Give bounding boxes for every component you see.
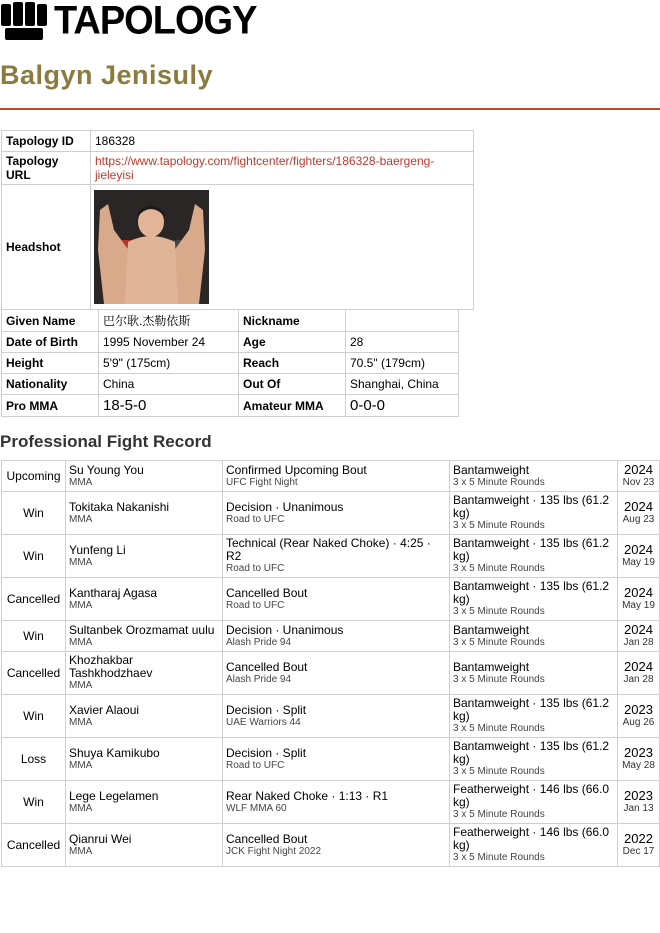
fight-year: 2024: [624, 499, 653, 514]
fight-year: 2023: [624, 702, 653, 717]
fight-row[interactable]: [2, 781, 660, 824]
table-row: [2, 310, 459, 332]
fight-result: Win: [2, 492, 66, 535]
fight-year: 2022: [624, 831, 653, 846]
fight-sport: MMA: [69, 716, 93, 728]
fight-rounds: 3 x 5 Minute Rounds: [453, 606, 545, 617]
out-of-value: Shanghai, China: [346, 374, 459, 395]
fight-year: 2023: [624, 745, 653, 760]
fight-opponent[interactable]: Shuya Kamikubo: [69, 745, 160, 760]
dob-label: Date of Birth: [2, 332, 99, 353]
fight-monthday: Nov 23: [622, 477, 655, 488]
table-row: [2, 185, 474, 310]
fight-result: Win: [2, 781, 66, 824]
fight-opponent[interactable]: Yunfeng Li: [69, 542, 126, 557]
fight-result: Cancelled: [2, 578, 66, 621]
fight-row[interactable]: [2, 492, 660, 535]
site-logo[interactable]: [0, 0, 256, 42]
fight-method: Cancelled Bout: [226, 831, 308, 846]
fight-sport: MMA: [69, 599, 93, 611]
fight-sport: MMA: [69, 759, 93, 771]
table-row: [2, 353, 459, 374]
table-row: [2, 332, 459, 353]
fight-year: 2024: [624, 622, 653, 637]
fight-opponent[interactable]: Khozhakbar Tashkhodzhaev: [69, 653, 153, 680]
nickname-value: [346, 310, 459, 332]
fight-rounds: 3 x 5 Minute Rounds: [453, 809, 545, 820]
fight-result: Win: [2, 695, 66, 738]
fight-method: Rear Naked Choke · 1:13 · R1: [226, 788, 389, 803]
fist-logo-icon: [0, 0, 50, 42]
fight-result: Win: [2, 621, 66, 652]
fight-sport: MMA: [69, 513, 93, 525]
fight-weight: Bantamweight · 135 lbs (61.2 kg): [453, 579, 610, 606]
fight-record-heading: Professional Fight Record: [0, 432, 212, 451]
fight-sport: MMA: [69, 476, 93, 488]
fight-rounds: 3 x 5 Minute Rounds: [453, 852, 545, 863]
fight-opponent[interactable]: Qianrui Wei: [69, 831, 132, 846]
fight-row[interactable]: [2, 652, 660, 695]
fight-event[interactable]: UAE Warriors 44: [226, 716, 301, 728]
fight-method: Decision · Split: [226, 702, 307, 717]
fight-event[interactable]: Road to UFC: [226, 759, 285, 771]
fight-sport: MMA: [69, 556, 93, 568]
fight-weight: Bantamweight · 135 lbs (61.2 kg): [453, 536, 610, 563]
height-label: Height: [2, 353, 99, 374]
fight-method: Cancelled Bout: [226, 659, 308, 674]
fight-year: 2024: [624, 585, 653, 600]
fighter-name: Balgyn Jenisuly: [0, 60, 214, 90]
fight-sport: MMA: [69, 845, 93, 857]
fight-record-table: [1, 460, 660, 867]
fight-event[interactable]: Road to UFC: [226, 563, 285, 574]
fight-weight: Bantamweight: [453, 462, 530, 477]
fight-method: Decision · Split: [226, 745, 307, 760]
fight-result: Cancelled: [2, 652, 66, 695]
reach-value: 70.5" (179cm): [346, 353, 459, 374]
fight-sport: MMA: [69, 636, 93, 648]
fight-event[interactable]: JCK Fight Night 2022: [226, 845, 322, 857]
fight-row[interactable]: [2, 738, 660, 781]
nationality-label: Nationality: [2, 374, 99, 395]
fight-sport: MMA: [69, 802, 93, 814]
fight-event[interactable]: Alash Pride 94: [226, 636, 292, 648]
fight-weight: Featherweight · 146 lbs (66.0 kg): [453, 825, 610, 852]
tapology-url-link[interactable]: https://www.tapology.com/fightcenter/fighters/186328-baergeng-jieleyisi: [95, 154, 435, 182]
tapology-id-label: Tapology ID: [2, 131, 91, 152]
reach-label: Reach: [239, 353, 346, 374]
fighter-info-table: [1, 309, 459, 417]
age-value: 28: [346, 332, 459, 353]
fight-monthday: Jan 28: [623, 637, 654, 648]
fight-year: 2024: [624, 659, 653, 674]
tapology-url-label: Tapology URL: [2, 152, 91, 185]
fighter-silhouette-icon: [94, 190, 209, 304]
fight-event[interactable]: Road to UFC: [226, 599, 285, 611]
fight-event[interactable]: Alash Pride 94: [226, 673, 292, 685]
fight-method: Technical (Rear Naked Choke) · 4:25 · R2: [226, 536, 431, 563]
fight-rounds: 3 x 5 Minute Rounds: [453, 723, 545, 734]
fight-monthday: May 19: [622, 557, 655, 568]
nationality-value: China: [99, 374, 239, 395]
fight-result: Cancelled: [2, 824, 66, 867]
fight-year: 2024: [624, 462, 653, 477]
fight-monthday: Aug 26: [622, 717, 655, 728]
fight-monthday: Dec 17: [622, 846, 655, 857]
height-value: 5'9" (175cm): [99, 353, 239, 374]
fight-opponent[interactable]: Sultanbek Orozmamat uulu: [69, 622, 215, 637]
nickname-label: Nickname: [239, 310, 346, 332]
fight-year: 2024: [624, 542, 653, 557]
fight-monthday: May 19: [622, 600, 655, 611]
fight-rounds: 3 x 5 Minute Rounds: [453, 673, 545, 685]
fight-weight: Bantamweight · 135 lbs (61.2 kg): [453, 493, 610, 520]
fight-monthday: May 28: [622, 760, 655, 771]
pro-mma-record: 18-5-0: [99, 395, 239, 417]
fighter-headshot-image: [94, 190, 209, 304]
pro-mma-label: Pro MMA: [2, 395, 99, 417]
fight-row[interactable]: [2, 535, 660, 578]
table-row: [2, 395, 459, 417]
fight-weight: Bantamweight: [453, 622, 530, 637]
fight-event[interactable]: Road to UFC: [226, 513, 285, 525]
identity-table: [1, 130, 474, 310]
given-name-label: Given Name: [2, 310, 99, 332]
fight-monthday: Jan 13: [623, 803, 654, 814]
fight-method: Confirmed Upcoming Bout: [226, 462, 367, 477]
table-row: [2, 374, 459, 395]
logo-wordmark: TAPOLOGY: [54, 0, 257, 44]
fight-method: Cancelled Bout: [226, 585, 308, 600]
fight-weight: Featherweight · 146 lbs (66.0 kg): [453, 782, 610, 809]
fight-row[interactable]: [2, 578, 660, 621]
fight-row[interactable]: [2, 621, 660, 652]
amateur-mma-label: Amateur MMA: [239, 395, 346, 417]
headshot-label: Headshot: [2, 185, 91, 310]
tapology-id-value: 186328: [91, 131, 474, 152]
fight-event[interactable]: UFC Fight Night: [226, 476, 298, 488]
fight-opponent[interactable]: Xavier Alaoui: [69, 702, 140, 717]
fight-opponent[interactable]: Kantharaj Agasa: [69, 585, 158, 600]
fight-monthday: Jan 28: [623, 674, 654, 685]
fight-row[interactable]: [2, 824, 660, 867]
fight-weight: Bantamweight · 135 lbs (61.2 kg): [453, 696, 610, 723]
given-name-value: 巴尔耿.杰勒依斯: [99, 310, 239, 332]
fight-method: Decision · Unanimous: [226, 622, 344, 637]
age-label: Age: [239, 332, 346, 353]
out-of-label: Out Of: [239, 374, 346, 395]
fight-weight: Bantamweight: [453, 659, 530, 674]
fight-row[interactable]: [2, 695, 660, 738]
table-row: [2, 131, 474, 152]
fight-rounds: 3 x 5 Minute Rounds: [453, 476, 545, 488]
fight-opponent[interactable]: Su Young You: [69, 462, 144, 477]
fight-rounds: 3 x 5 Minute Rounds: [453, 520, 545, 531]
title-divider: [0, 108, 660, 110]
fight-rounds: 3 x 5 Minute Rounds: [453, 636, 545, 648]
fight-year: 2023: [624, 788, 653, 803]
fight-row[interactable]: [2, 461, 660, 492]
dob-value: 1995 November 24: [99, 332, 239, 353]
table-row: [2, 152, 474, 185]
fight-result: Win: [2, 535, 66, 578]
fight-event[interactable]: WLF MMA 60: [226, 802, 287, 814]
fight-result: Upcoming: [2, 461, 66, 492]
amateur-mma-record: 0-0-0: [346, 395, 459, 417]
fight-sport: MMA: [69, 680, 93, 691]
fight-weight: Bantamweight · 135 lbs (61.2 kg): [453, 739, 610, 766]
fight-rounds: 3 x 5 Minute Rounds: [453, 563, 545, 574]
fight-rounds: 3 x 5 Minute Rounds: [453, 766, 545, 777]
fight-monthday: Aug 23: [622, 514, 655, 525]
fight-opponent[interactable]: Lege Legelamen: [69, 788, 159, 803]
fight-result: Loss: [2, 738, 66, 781]
fight-method: Decision · Unanimous: [226, 499, 344, 514]
fight-opponent[interactable]: Tokitaka Nakanishi: [69, 499, 170, 514]
